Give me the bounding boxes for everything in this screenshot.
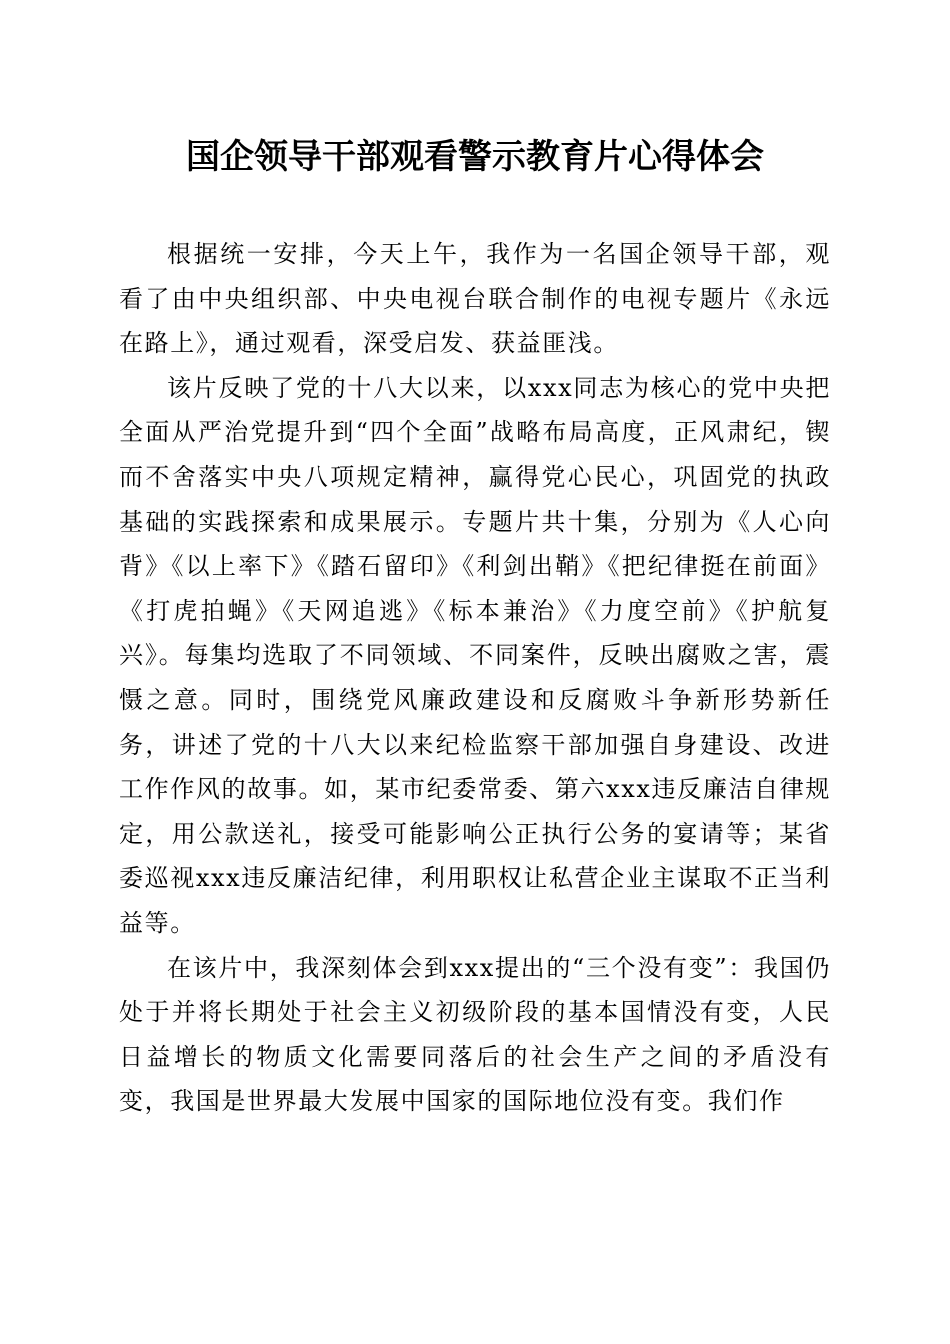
document-title: 国企领导干部观看警示教育片心得体会	[186, 137, 764, 177]
paragraph-3: 在该片中，我深刻体会到xxx提出的“三个没有变”：我国仍处于并将长期处于社会主义初级阶段的基本国情没有变，人民日益增长的物质文化需要同落后的社会生产之间的矛盾没有变，我国是世界最大发展中国家的国际地位没有变。我们作	[119, 953, 831, 1116]
paragraph-2: 该片反映了党的十八大以来，以xxx同志为核心的党中央把全面从严治党提升到“四个全面”战略布局高度，正风肃纪，锲而不舍落实中央八项规定精神，赢得党心民心，巩固党的执政基础的实践探索和成果展示。专题片共十集，分别为《人心向背》《以上率下》《踏石留印》《利剑出鞘》《把纪律挺在前面》《打虎拍蝇》《天网追逃》《标本兼治》《力度空前》《护航复兴》。每集均选取了不同领域、不同案件，反映出腐败之害，震慑之意。同时，围绕党风廉政建设和反腐败斗争新形势新任务，讲述了党的十八大以来纪检监察干部加强自身建设、改进工作作风的故事。如，某市纪委常委、第六xxx违反廉洁自律规定，用公款送礼，接受可能影响公正执行公务的宴请等；某省委巡视xxx违反廉洁纪律，利用职权让私营企业主谋取不正当利益等。	[119, 373, 831, 937]
document-body	[119, 232, 831, 1124]
paragraph-1: 根据统一安排，今天上午，我作为一名国企领导干部，观看了由中央组织部、中央电视台联合制作的电视专题片《永远在路上》，通过观看，深受启发、获益匪浅。	[119, 240, 831, 358]
